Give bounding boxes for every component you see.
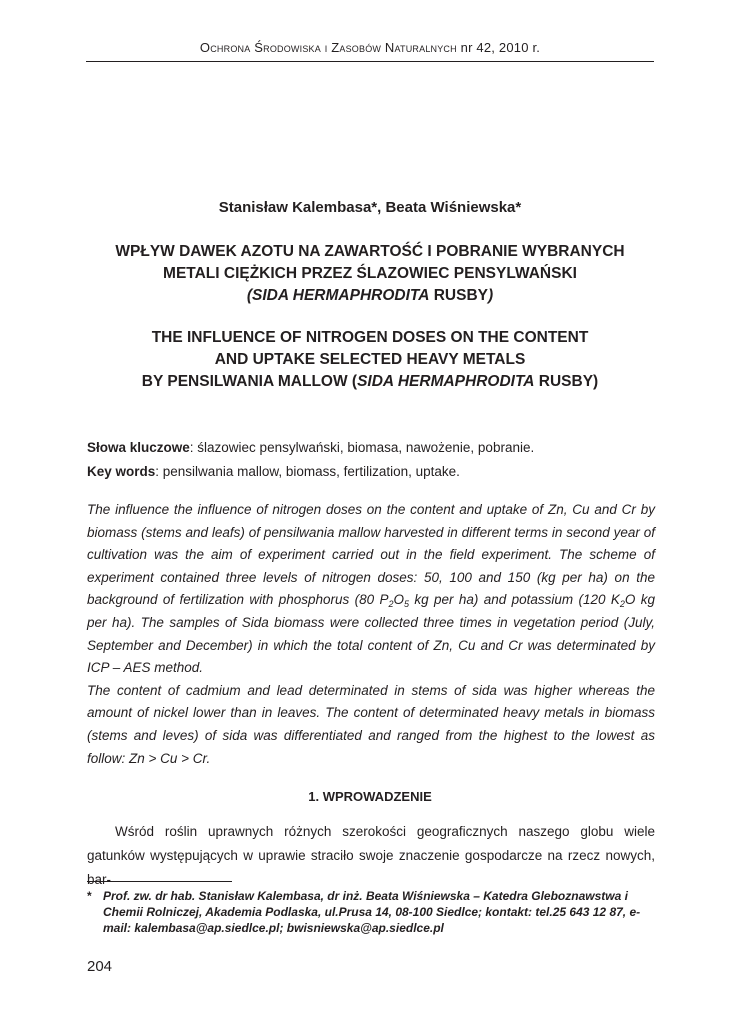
keywords-pl-label: Słowa kluczowe [87, 440, 190, 455]
keywords-en-label: Key words [87, 464, 156, 479]
running-header [86, 40, 654, 55]
header-rule [86, 61, 654, 62]
title-polish [86, 241, 654, 307]
journal-name: Ochrona Środowiska i Zasobów Naturalnych [199, 40, 457, 55]
subscript: 2 [619, 599, 625, 610]
body-paragraph-text: Wśród roślin uprawnych różnych szerokości geograficznych naszego globu wiele gatunków występujących w uprawie straciło swoje znaczenie gospodarcze na rzecz nowych, bar- [87, 824, 655, 887]
keywords-en-text: : pensilwania mallow, biomass, fertilization, uptake. [155, 464, 460, 479]
authors: Stanisław Kalembasa*, Beata Wiśniewska* [218, 199, 522, 216]
keywords-pl-text: : ślazowiec pensylwański, biomasa, nawożenie, pobranie. [189, 440, 535, 455]
abstract-p1-text-a: The influence the influence of nitrogen doses on the content and uptake of Zn, Cu and Cr by biomass (stems and leafs) of pensilwania mallow harvested in different terms in second year of cultivation was the aim of experiment carried out in the field experiment. The scheme of experiment contained three levels of nitrogen doses: 50, 100 and 150 (kg per ha) on the background of fertilization with phosphorus (80 P [87, 502, 655, 608]
title-english [86, 327, 654, 393]
subscript: 5 [404, 599, 410, 610]
footnote-mark: * [87, 889, 92, 903]
keywords-english [87, 460, 655, 484]
journal-issue: nr 42, 2010 r. [460, 40, 541, 55]
title-pl-line-3 [86, 285, 654, 307]
title-en-line-2: AND UPTAKE SELECTED HEAVY METALS [214, 351, 526, 368]
title-pl-paren-open: ( [246, 287, 253, 304]
abstract-paragraph-2: The content of cadmium and lead determinated in stems of sida was higher whereas the amount of nickel lower than in leaves. The content of determinated heavy metals in biomass (stems and leves) of sida was differentiated and ranged from the highest to the lowest as follow: Zn > Cu > Cr. [87, 682, 655, 766]
title-pl-species: SIDA HERMAPHRODITA [252, 287, 430, 304]
title-pl-line-1: WPŁYW DAWEK AZOTU NA ZAWARTOŚĆ I POBRANIE WYBRANYCH [115, 243, 625, 260]
abstract-p1-text-b: O [393, 592, 405, 608]
title-en-species: SIDA HERMAPHRODITA [357, 373, 535, 390]
title-pl-line-2: METALI CIĘŻKICH PRZEZ ŚLAZOWIEC PENSYLWAŃSKI [163, 265, 577, 282]
title-en-line-1: THE INFLUENCE OF NITROGEN DOSES ON THE CONTENT [151, 329, 589, 346]
abstract-paragraph-1 [87, 499, 655, 680]
footnote-text: Prof. zw. dr hab. Stanisław Kalembasa, dr inż. Beata Wiśniewska – Katedra Gleboznawstwa i Chemii Rolniczej, Akademia Podlaska, ul.Prusa 14, 08-100 Siedlce; kontakt: tel.25 643 12 87, e-mail: kalembasa@ap.siedlce.pl; bwisniewska@ap.siedlce.pl [103, 889, 641, 935]
keywords-polish [87, 436, 655, 460]
subscript: 2 [388, 599, 394, 610]
title-en-suffix: RUSBY) [534, 373, 599, 390]
abstract-p1-text-d: O kg per ha). The samples of Sida biomass were collected three times in vegetation period (July, September and December) in which the total content of Zn, Cu and Cr was determinated by ICP – AES method. [87, 592, 655, 676]
title-pl-authority: RUSBY [429, 287, 488, 304]
abstract-p1-text-c: kg per ha) and potassium (120 K [409, 592, 620, 608]
title-en-line-3 [86, 371, 654, 393]
keywords-block [87, 436, 655, 484]
title-pl-paren-close: ) [487, 287, 494, 304]
section-heading: 1. WPROWADZENIE [308, 789, 432, 804]
abstract [87, 499, 655, 770]
footnote-rule [87, 881, 232, 882]
footnote [87, 888, 655, 936]
title-en-prefix: BY PENSILWANIA MALLOW ( [141, 373, 358, 390]
page-number: 204 [87, 958, 113, 975]
